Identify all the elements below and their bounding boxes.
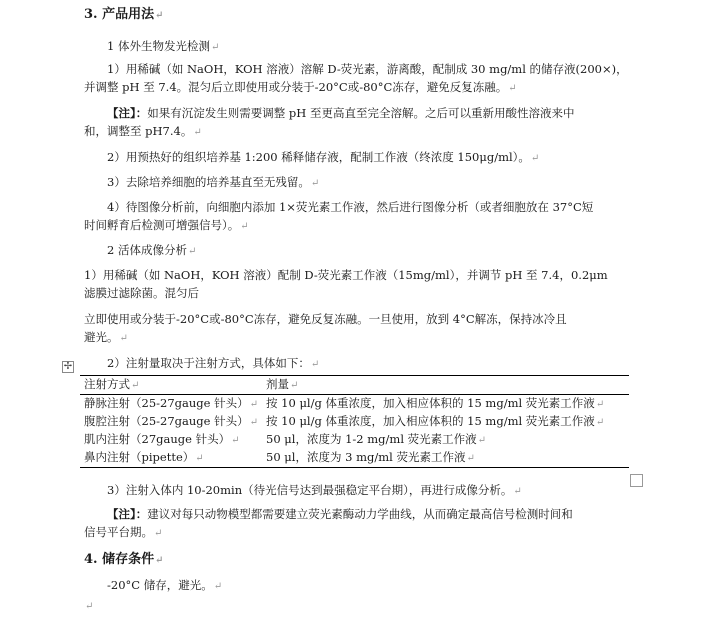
table-resize-handle[interactable] <box>630 474 643 487</box>
note-2-line-1: 【注】：建议对每只动物模型都需要建立荧光素酶动力学曲线，从而确定最高信号检测时间和 <box>107 507 573 521</box>
paragraph-4-line-2: 时间孵育后检测可增强信号）。↵ <box>84 218 249 232</box>
section-3-heading: 3. 产品用法↵ <box>84 7 164 22</box>
table-header-row <box>80 376 629 395</box>
storage-text: -20°C 储存，避光。↵ <box>107 578 223 592</box>
injection-table <box>80 375 629 468</box>
table-row <box>80 413 629 431</box>
table-row <box>80 449 629 468</box>
table-cell: 50 μl，浓度为 3 mg/ml 荧光素工作液↵ <box>262 449 629 468</box>
paragraph-1-line-2: 并调整 pH 至 7.4。混匀后立即使用或分装于-20°C或-80°C冻存，避免反复冻融。↵ <box>84 80 517 94</box>
vivo-paragraph-1-line-2: 滤膜过滤除菌。混匀后 <box>84 286 199 300</box>
vivo-paragraph-4: 3）注射入体内 10-20min（待光信号达到最强稳定平台期），再进行成像分析。↵ <box>107 483 522 497</box>
note-1-line-2: 和，调整至 pH7.4。↵ <box>84 124 202 138</box>
vivo-paragraph-2-line-2: 避光。↵ <box>84 330 128 344</box>
note-1-line-1: 【注】：如果有沉淀发生则需要调整 pH 至更高直至完全溶解。之后可以重新用酸性溶液来中 <box>107 106 575 120</box>
subheading-in-vitro: 1 体外生物发光检测↵ <box>107 39 220 53</box>
table-cell: 腹腔注射（25-27gauge 针头）↵ <box>84 414 258 428</box>
table-header-method: 注射方式↵ <box>80 376 262 395</box>
vivo-paragraph-3: 2）注射量取决于注射方式，具体如下：↵ <box>107 356 320 370</box>
subheading-in-vivo: 2 活体成像分析↵ <box>107 243 197 257</box>
table-cell: 肌内注射（27gauge 针头）↵ <box>84 432 240 446</box>
table-move-handle[interactable]: ✢ <box>63 361 73 372</box>
table-cell: 按 10 μl/g 体重浓度，加入相应体积的 15 mg/ml 荧光素工作液↵ <box>266 396 605 410</box>
vivo-paragraph-1-line-1: 1）用稀碱（如 NaOH，KOH 溶液）配制 D-荧光素工作液（15mg/ml），并调节 pH 至 7.4，0.2μm <box>84 268 608 282</box>
vivo-paragraph-2-line-1: 立即使用或分装于-20°C或-80°C冻存，避免反复冻融。一旦使用，放到 4°C解冻，保持冰冷且 <box>84 312 567 326</box>
paragraph-2: 2）用预热好的组织培养基 1:200 稀释储存液，配制工作液（终浓度 150μg/ml）。↵ <box>107 150 540 164</box>
paragraph-3: 3）去除培养细胞的培养基直至无残留。↵ <box>107 175 320 189</box>
table-cell: 按 10 μl/g 体重浓度，加入相应体积的 15 mg/ml 荧光素工作液↵ <box>266 414 605 428</box>
table-cell: 静脉注射（25-27gauge 针头）↵ <box>84 396 258 410</box>
table-cell: 50 μl，浓度为 1-2 mg/ml 荧光素工作液↵ <box>266 432 487 446</box>
table-cell: 鼻内注射（pipette）↵ <box>80 449 262 468</box>
empty-paragraph-mark: ↵ <box>85 601 94 612</box>
table-header-dose: 剂量↵ <box>262 376 629 395</box>
note-2-line-2: 信号平台期。↵ <box>84 525 163 539</box>
section-4-heading: 4. 储存条件↵ <box>84 552 164 567</box>
table-row <box>80 395 629 414</box>
paragraph-4-line-1: 4）待图像分析前，向细胞内添加 1×荧光素工作液，然后进行图像分析（或者细胞放在 37°C短 <box>107 200 594 214</box>
table-row <box>80 431 629 449</box>
paragraph-1-line-1: 1）用稀碱（如 NaOH，KOH 溶液）溶解 D-荧光素，游离酸，配制成 30 mg/ml 的储存液(200×)， <box>107 62 628 76</box>
